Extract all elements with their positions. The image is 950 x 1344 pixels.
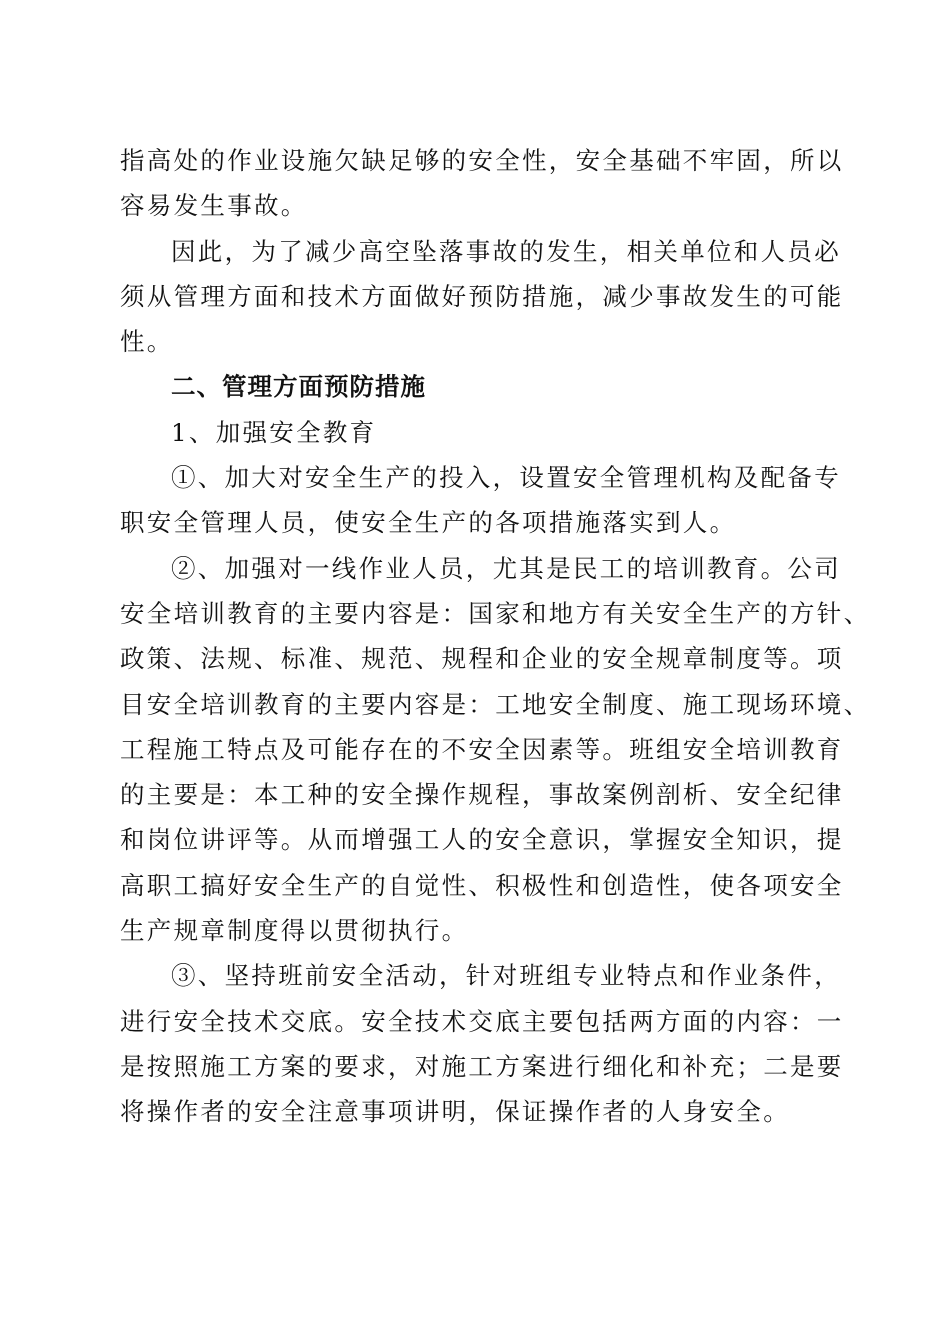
body-line: 将操作者的安全注意事项讲明，保证操作者的人身安全。 [120, 1097, 790, 1127]
document-body [120, 138, 871, 1135]
body-line: 性。 [120, 327, 174, 357]
body-line: 进行安全技术交底。安全技术交底主要包括两方面的内容：一 [120, 1006, 844, 1036]
body-line: 和岗位讲评等。从而增强工人的安全意识，掌握安全知识，提 [120, 825, 844, 855]
body-line: 高职工搞好安全生产的自觉性、积极性和创造性，使各项安全 [120, 870, 844, 900]
body-line: 是按照施工方案的要求，对施工方案进行细化和补充；二是要 [120, 1051, 844, 1081]
body-line: 政策、法规、标准、规范、规程和企业的安全规章制度等。项 [120, 644, 844, 674]
body-line: 容易发生事故。 [120, 191, 308, 221]
body-line: 工程施工特点及可能存在的不安全因素等。班组安全培训教育 [120, 734, 844, 764]
body-line: 指高处的作业设施欠缺足够的安全性，安全基础不牢固，所以 [120, 146, 844, 175]
body-line: 安全培训教育的主要内容是：国家和地方有关安全生产的方针、 [120, 598, 871, 628]
paragraph-first-line: ①、加大对安全生产的投入，设置安全管理机构及配备专 [171, 463, 841, 493]
body-line: 目安全培训教育的主要内容是：工地安全制度、施工现场环境、 [120, 689, 871, 719]
body-line: 须从管理方面和技术方面做好预防措施，减少事故发生的可能 [120, 281, 844, 311]
section-heading: 二、管理方面预防措施 [171, 372, 426, 402]
subsection-heading: 1、加强安全教育 [171, 417, 377, 447]
body-line: 的主要是：本工种的安全操作规程，事故案例剖析、安全纪律 [120, 780, 844, 810]
paragraph-first-line: ②、加强对一线作业人员，尤其是民工的培训教育。公司 [171, 553, 841, 583]
body-line: 生产规章制度得以贯彻执行。 [120, 916, 469, 946]
paragraph-first-line: 因此，为了减少高空坠落事故的发生，相关单位和人员必 [171, 236, 841, 266]
paragraph-first-line: ③、坚持班前安全活动，针对班组专业特点和作业条件， [171, 961, 841, 991]
body-line: 职安全管理人员，使安全生产的各项措施落实到人。 [120, 508, 737, 538]
